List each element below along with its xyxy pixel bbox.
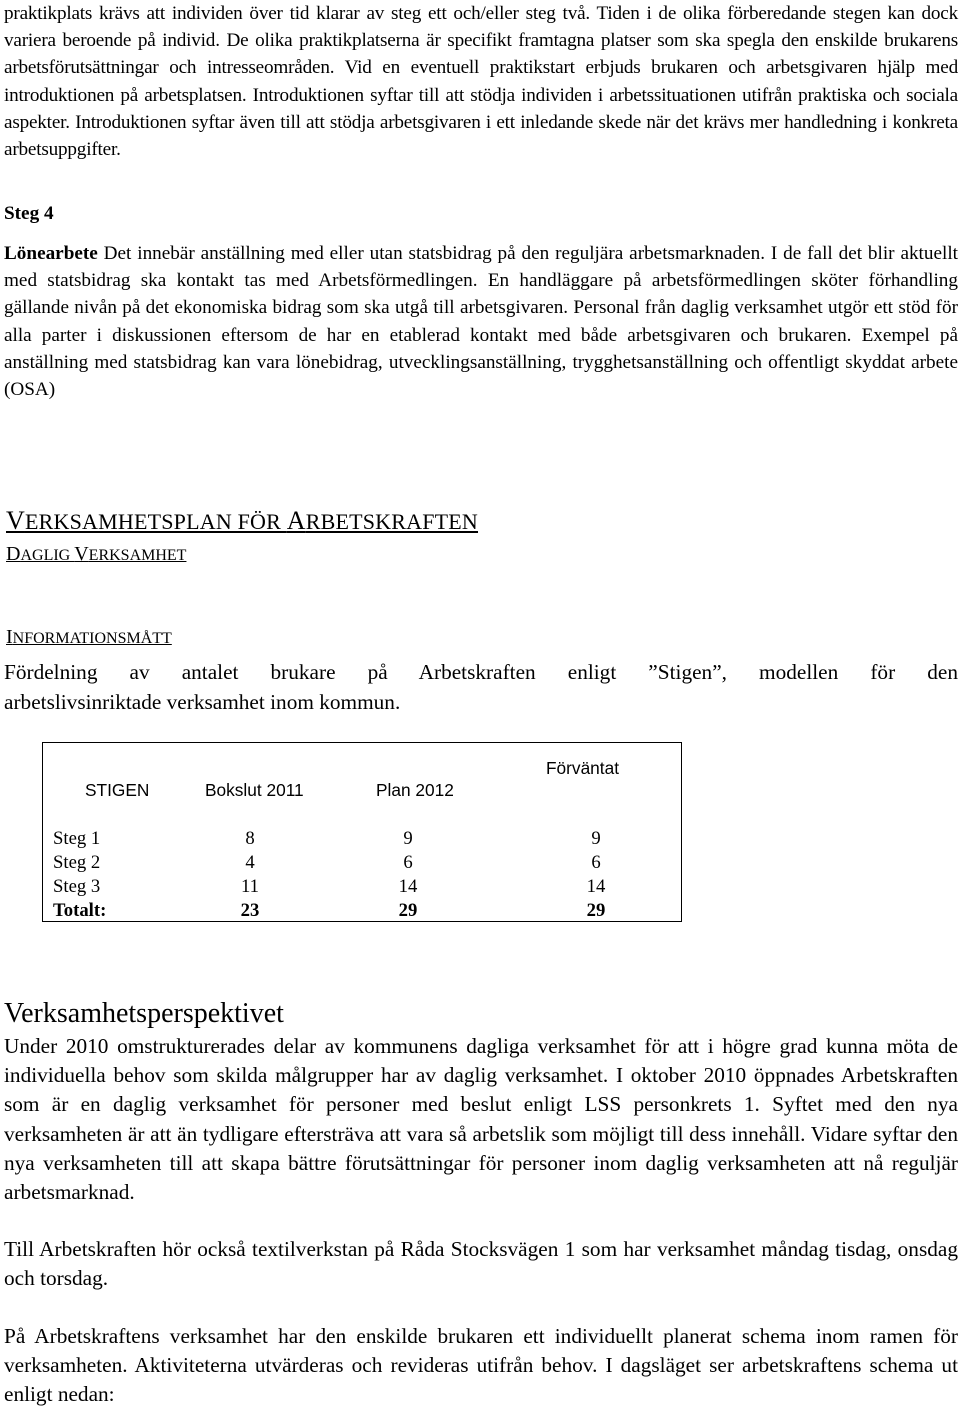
main-heading-part2: RBETSKRAFTEN xyxy=(305,509,479,534)
main-heading-cap-v: V xyxy=(6,506,25,535)
row-value-total: 29 xyxy=(398,900,418,921)
intro-line-2: arbetslivsinriktade verksamhet inom kommun. xyxy=(4,690,401,714)
row-value: 6 xyxy=(591,852,601,873)
table-header-bokslut2011: Bokslut 2011 xyxy=(205,780,304,800)
sub-heading-part2: ERKSAMHET xyxy=(88,547,187,564)
row-value: 11 xyxy=(241,876,259,897)
stigen-table xyxy=(42,742,682,922)
main-heading-part1: ERKSAMHETSPLAN FÖR xyxy=(24,509,287,534)
row-label: Steg 3 xyxy=(53,876,101,897)
verksamhet-paragraph-1: Under 2010 omstrukturerades delar av kommunens dagliga verksamhet för att i högre grad kunna möta de individuella behov som skilda målgrupper har av daglig verksamhet. I oktober 2010 öppnades Arbetskraften som är en daglig verksamhet för personer med beslut enligt LSS personkrets 1. Syftet med den nya verksamheten är att än tydligare eftersträva att vara så arbetslik som möjligt till dess innehåll. Vidare syftar den nya verksamheten till att skapa bättre förutsättningar för personer inom daglig verksamheten att nå reguljär arbetsmarknad. xyxy=(4,1034,958,1205)
main-heading xyxy=(6,506,478,537)
row-value: 8 xyxy=(245,828,255,849)
verksamhet-paragraph-2: Till Arbetskraften hör också textilverkstan på Råda Stocksvägen 1 som har verksamhet måndag tisdag, onsdag och torsdag. xyxy=(4,1237,958,1291)
verksamhet-paragraph-3: På Arbetskraftens verksamhet har den enskilde brukaren ett individuellt planerat schema inom ramen för verksamheten. Aktiviteterna utvärderas och revideras utifrån behov. I dagsläget ser arbetskraftens schema ut enligt nedan: xyxy=(4,1324,958,1407)
row-label: Steg 2 xyxy=(53,852,101,873)
info-heading-cap-i: I xyxy=(6,626,13,648)
sub-heading-cap-v: V xyxy=(74,543,89,565)
row-value-total: 29 xyxy=(586,900,606,921)
row-value: 9 xyxy=(591,828,601,849)
steg4-heading: Steg 4 xyxy=(4,203,54,224)
paragraph-steg4 xyxy=(4,240,958,403)
table-header-stigen: STIGEN xyxy=(85,780,150,800)
steg4-text: Det innebär anställning med eller utan statsbidrag på den reguljära arbetsmarknaden. I de fall det blir aktuellt med statsbidrag ska kontakt tas med Arbetsförmedlingen. En handläggare på arbetsförmedlingen sköter förhandling gällande nivån på det ekonomiska bidrag som ska utgå till arbetsgivaren. Personal från daglig verksamhet utgör ett stöd för alla parter i diskussionen eftersom de har en etablerad kontakt med både arbetsgivaren och brukaren. Exempel på anställning med statsbidrag kan vara lönebidrag, utvecklingsanställning, trygghetsanställning och offentligt skyddat arbete (OSA) xyxy=(4,243,958,401)
row-value: 6 xyxy=(403,852,413,873)
sub-heading-cap-d: D xyxy=(6,543,21,565)
row-value: 4 xyxy=(245,852,255,873)
info-heading xyxy=(6,625,172,651)
row-label-total: Totalt: xyxy=(53,900,107,921)
main-heading-cap-a: A xyxy=(286,506,306,535)
row-value: 14 xyxy=(586,876,606,897)
row-value: 9 xyxy=(403,828,413,849)
row-label: Steg 1 xyxy=(53,828,101,849)
paragraph-praktik: praktikplats krävs att individen över tid klarar av steg ett och/eller steg två. Tiden i de olika förberedande stegen kan dock variera beroende på individ. De olika praktikplatserna är specifikt framtagna platser som ska spegla den enskilde brukarens arbetsförutsättningar och intresseområden. Vid en eventuell praktikstart erbjuds brukaren och arbetsgivaren hjälp med introduktionen på arbetsplatsen. Introduktionen syftar till att stödja individen i arbetssituationen utifrån praktiska och sociala aspekter. Introduktionen syftar även till att stödja arbetsgivaren i ett inledande skede när det krävs mer handledning i konkreta arbetsuppgifter. xyxy=(4,3,958,161)
row-value: 14 xyxy=(398,876,418,897)
steg4-lead: Lönearbete xyxy=(4,243,98,264)
row-value-total: 23 xyxy=(240,900,260,921)
table-header-forvantat: Förväntat xyxy=(546,758,619,778)
table-header-plan2012: Plan 2012 xyxy=(376,780,454,800)
verksamhet-heading: Verksamhetsperspektivet xyxy=(4,998,284,1029)
info-heading-part1: NFORMATIONSMÅTT xyxy=(12,630,172,647)
intro-line-1: Fördelning av antalet brukare på Arbetskraften enligt ”Stigen”, modellen för den xyxy=(4,660,958,684)
sub-heading xyxy=(6,542,186,568)
sub-heading-part1: AGLIG xyxy=(20,547,75,564)
